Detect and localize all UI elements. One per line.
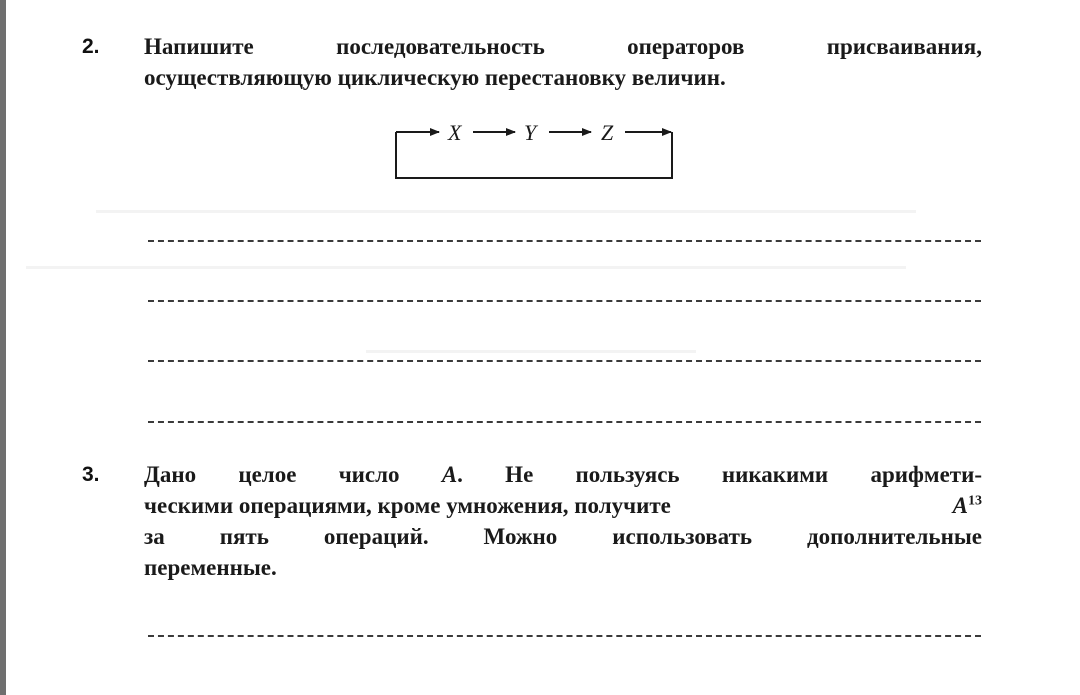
- task-text-line: [144, 490, 982, 521]
- task-number: 2.: [82, 35, 100, 58]
- task-2: [82, 31, 982, 101]
- task-text-line: за пять операций. Можно использовать дополнительные: [144, 524, 982, 549]
- answer-line[interactable]: [148, 360, 981, 362]
- diagram-variable: Y: [524, 120, 537, 145]
- variable-a: A: [441, 462, 458, 487]
- diagram-variable: Z: [601, 120, 614, 145]
- task-3: [82, 459, 982, 599]
- answer-line[interactable]: [148, 300, 981, 302]
- variable-a: A: [952, 493, 968, 518]
- task-text: [144, 31, 982, 93]
- task-text-fragment: ческими операциями, кроме умножения, получите: [144, 493, 671, 518]
- formula-a13: [953, 490, 982, 521]
- cyclic-permutation-diagram: [391, 112, 681, 184]
- answer-line[interactable]: [148, 240, 981, 242]
- document-page: [6, 0, 1080, 695]
- answer-line[interactable]: [148, 421, 981, 423]
- task-number: 3.: [82, 463, 100, 486]
- task-text-line: Дано целое число A. Не пользуясь никакими арифмети-: [144, 462, 982, 487]
- bleed-through-mark: [26, 266, 906, 269]
- diagram-variable: X: [448, 120, 462, 145]
- answer-line[interactable]: [148, 635, 981, 637]
- task-text: [144, 459, 982, 583]
- task-text-line: переменные.: [144, 555, 277, 580]
- exponent: 13: [968, 493, 982, 509]
- task-text-line: осуществляющую циклическую перестановку величин.: [144, 65, 726, 90]
- bleed-through-mark: [366, 350, 696, 353]
- bleed-through-mark: [96, 210, 916, 213]
- task-text-line: Напишите последовательность операторов присваивания,: [144, 34, 982, 59]
